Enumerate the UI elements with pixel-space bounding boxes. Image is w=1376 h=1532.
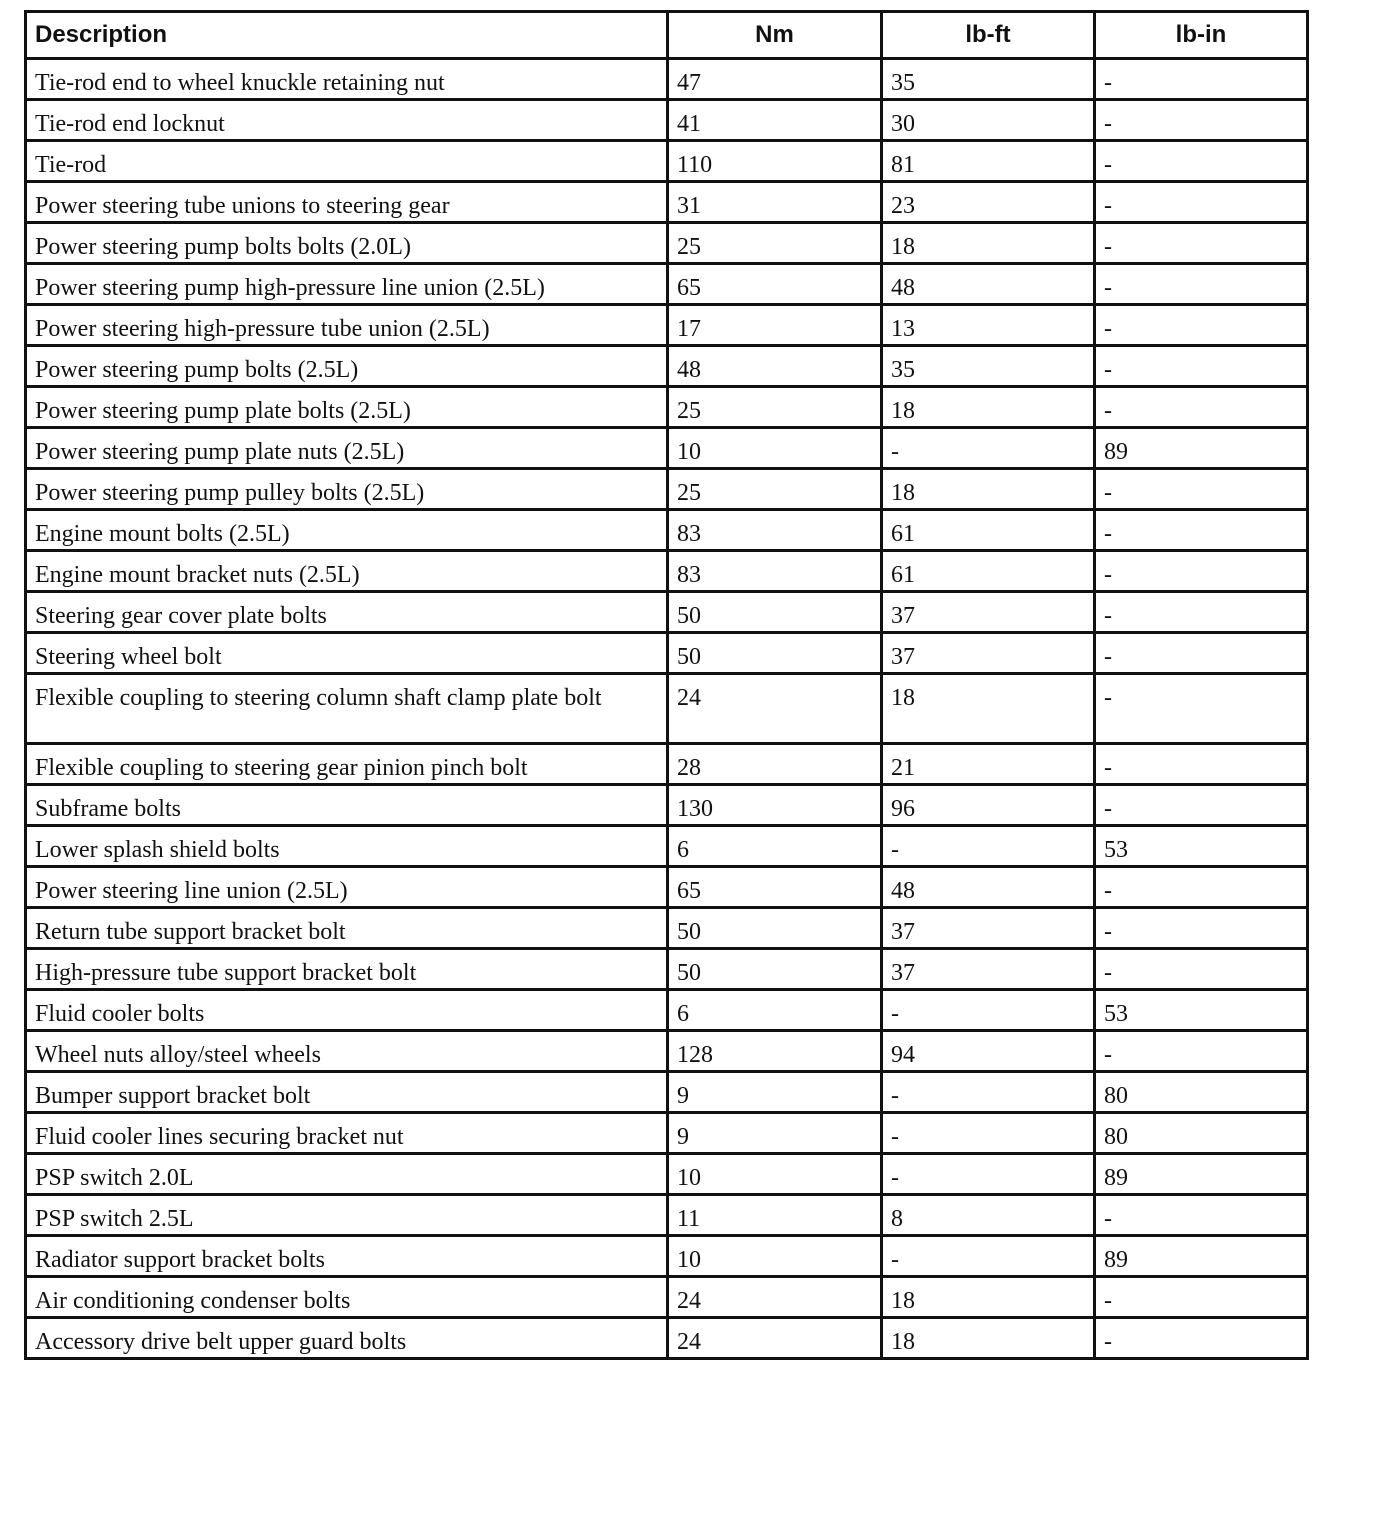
cell-lbft: 37 (882, 592, 1095, 633)
cell-lbft: 18 (882, 223, 1095, 264)
cell-nm: 24 (668, 674, 882, 744)
cell-lbft: 96 (882, 785, 1095, 826)
cell-nm: 10 (668, 1236, 882, 1277)
cell-description: Lower splash shield bolts (26, 826, 668, 867)
cell-description: High-pressure tube support bracket bolt (26, 949, 668, 990)
cell-lbin: - (1095, 785, 1308, 826)
table-row (26, 223, 1308, 264)
cell-lbft: 37 (882, 908, 1095, 949)
cell-lbft: 23 (882, 182, 1095, 223)
cell-description: Flexible coupling to steering column shaft clamp plate bolt (26, 674, 668, 744)
cell-lbin: - (1095, 469, 1308, 510)
cell-lbin: 89 (1095, 1236, 1308, 1277)
table-row (26, 182, 1308, 223)
cell-lbft: 37 (882, 949, 1095, 990)
cell-lbin: 53 (1095, 826, 1308, 867)
cell-lbin: - (1095, 141, 1308, 182)
cell-description: Power steering line union (2.5L) (26, 867, 668, 908)
cell-lbin: - (1095, 305, 1308, 346)
cell-nm: 6 (668, 990, 882, 1031)
table-row (26, 1154, 1308, 1195)
table-row (26, 387, 1308, 428)
cell-lbft: 30 (882, 100, 1095, 141)
header-lbft: lb-ft (882, 12, 1095, 59)
cell-nm: 6 (668, 826, 882, 867)
torque-spec-table (24, 10, 1309, 1360)
cell-lbft: - (882, 1154, 1095, 1195)
cell-lbin: - (1095, 908, 1308, 949)
cell-nm: 83 (668, 551, 882, 592)
table-row (26, 867, 1308, 908)
cell-lbin: 80 (1095, 1072, 1308, 1113)
cell-description: Power steering pump high-pressure line union (2.5L) (26, 264, 668, 305)
cell-lbft: 18 (882, 387, 1095, 428)
cell-description: Power steering pump pulley bolts (2.5L) (26, 469, 668, 510)
cell-nm: 17 (668, 305, 882, 346)
cell-description: Power steering pump plate nuts (2.5L) (26, 428, 668, 469)
cell-nm: 31 (668, 182, 882, 223)
cell-nm: 50 (668, 592, 882, 633)
table-row (26, 1195, 1308, 1236)
cell-lbin: - (1095, 510, 1308, 551)
cell-nm: 11 (668, 1195, 882, 1236)
cell-lbft: 61 (882, 510, 1095, 551)
cell-lbft: 35 (882, 59, 1095, 100)
cell-lbft: - (882, 1236, 1095, 1277)
table-row (26, 1277, 1308, 1318)
table-row (26, 633, 1308, 674)
cell-lbin: - (1095, 100, 1308, 141)
cell-description: Return tube support bracket bolt (26, 908, 668, 949)
cell-lbft: 18 (882, 674, 1095, 744)
cell-lbft: 18 (882, 1318, 1095, 1359)
cell-description: Tie-rod end locknut (26, 100, 668, 141)
cell-description: Steering wheel bolt (26, 633, 668, 674)
table-row (26, 908, 1308, 949)
cell-nm: 9 (668, 1072, 882, 1113)
cell-lbin: - (1095, 387, 1308, 428)
table-row (26, 510, 1308, 551)
cell-description: Flexible coupling to steering gear pinion pinch bolt (26, 744, 668, 785)
cell-lbin: - (1095, 551, 1308, 592)
cell-description: Engine mount bolts (2.5L) (26, 510, 668, 551)
cell-nm: 50 (668, 908, 882, 949)
table-row (26, 949, 1308, 990)
cell-description: Tie-rod end to wheel knuckle retaining nut (26, 59, 668, 100)
cell-lbft: 8 (882, 1195, 1095, 1236)
cell-nm: 50 (668, 633, 882, 674)
cell-lbft: 48 (882, 264, 1095, 305)
cell-lbin: - (1095, 949, 1308, 990)
cell-description: Power steering high-pressure tube union (2.5L) (26, 305, 668, 346)
cell-lbft: - (882, 826, 1095, 867)
cell-description: Steering gear cover plate bolts (26, 592, 668, 633)
cell-lbft: - (882, 428, 1095, 469)
cell-nm: 50 (668, 949, 882, 990)
table-row (26, 264, 1308, 305)
cell-lbin: 89 (1095, 1154, 1308, 1195)
cell-lbft: 81 (882, 141, 1095, 182)
cell-lbin: - (1095, 346, 1308, 387)
cell-description: Power steering pump plate bolts (2.5L) (26, 387, 668, 428)
cell-lbin: - (1095, 182, 1308, 223)
cell-nm: 9 (668, 1113, 882, 1154)
cell-description: Power steering pump bolts (2.5L) (26, 346, 668, 387)
table-row (26, 592, 1308, 633)
table-row (26, 1113, 1308, 1154)
cell-description: Bumper support bracket bolt (26, 1072, 668, 1113)
cell-lbin: 89 (1095, 428, 1308, 469)
cell-lbft: - (882, 1113, 1095, 1154)
cell-description: Radiator support bracket bolts (26, 1236, 668, 1277)
table-row (26, 826, 1308, 867)
cell-lbft: - (882, 990, 1095, 1031)
cell-lbin: - (1095, 592, 1308, 633)
cell-nm: 65 (668, 264, 882, 305)
cell-nm: 10 (668, 428, 882, 469)
cell-lbft: 18 (882, 469, 1095, 510)
cell-lbft: 37 (882, 633, 1095, 674)
cell-nm: 24 (668, 1277, 882, 1318)
cell-nm: 83 (668, 510, 882, 551)
cell-description: PSP switch 2.5L (26, 1195, 668, 1236)
cell-description: Wheel nuts alloy/steel wheels (26, 1031, 668, 1072)
table-row (26, 551, 1308, 592)
cell-lbin: 80 (1095, 1113, 1308, 1154)
cell-lbin: - (1095, 633, 1308, 674)
cell-description: Subframe bolts (26, 785, 668, 826)
cell-nm: 41 (668, 100, 882, 141)
header-description: Description (26, 12, 668, 59)
table-row (26, 59, 1308, 100)
table-row (26, 1072, 1308, 1113)
table-row (26, 346, 1308, 387)
table-row (26, 1236, 1308, 1277)
cell-nm: 65 (668, 867, 882, 908)
cell-nm: 25 (668, 469, 882, 510)
table-header (26, 12, 1308, 59)
cell-description: Tie-rod (26, 141, 668, 182)
cell-lbin: - (1095, 867, 1308, 908)
table-row (26, 1318, 1308, 1359)
table-row (26, 469, 1308, 510)
cell-description: Power steering pump bolts bolts (2.0L) (26, 223, 668, 264)
cell-lbin: - (1095, 264, 1308, 305)
table-row (26, 141, 1308, 182)
table-row (26, 428, 1308, 469)
cell-description: Air conditioning condenser bolts (26, 1277, 668, 1318)
cell-lbin: - (1095, 1195, 1308, 1236)
header-lbin: lb-in (1095, 12, 1308, 59)
table-row (26, 744, 1308, 785)
cell-lbin: - (1095, 1318, 1308, 1359)
cell-nm: 110 (668, 141, 882, 182)
table-row (26, 100, 1308, 141)
cell-lbin: - (1095, 744, 1308, 785)
table-row (26, 785, 1308, 826)
cell-nm: 28 (668, 744, 882, 785)
table-row (26, 990, 1308, 1031)
table-body (26, 59, 1308, 1359)
cell-lbft: - (882, 1072, 1095, 1113)
cell-nm: 48 (668, 346, 882, 387)
cell-nm: 24 (668, 1318, 882, 1359)
cell-lbft: 21 (882, 744, 1095, 785)
header-nm: Nm (668, 12, 882, 59)
cell-lbft: 48 (882, 867, 1095, 908)
cell-lbft: 94 (882, 1031, 1095, 1072)
cell-nm: 47 (668, 59, 882, 100)
cell-description: Fluid cooler lines securing bracket nut (26, 1113, 668, 1154)
table-row (26, 674, 1308, 744)
cell-nm: 25 (668, 223, 882, 264)
cell-description: Fluid cooler bolts (26, 990, 668, 1031)
table-row (26, 305, 1308, 346)
cell-nm: 25 (668, 387, 882, 428)
cell-lbin: 53 (1095, 990, 1308, 1031)
cell-lbin: - (1095, 59, 1308, 100)
header-row (26, 12, 1308, 59)
cell-lbft: 35 (882, 346, 1095, 387)
table-row (26, 1031, 1308, 1072)
cell-description: Engine mount bracket nuts (2.5L) (26, 551, 668, 592)
cell-lbin: - (1095, 223, 1308, 264)
cell-description: Accessory drive belt upper guard bolts (26, 1318, 668, 1359)
cell-lbft: 13 (882, 305, 1095, 346)
cell-lbin: - (1095, 674, 1308, 744)
cell-nm: 128 (668, 1031, 882, 1072)
cell-nm: 130 (668, 785, 882, 826)
cell-lbft: 61 (882, 551, 1095, 592)
cell-lbin: - (1095, 1277, 1308, 1318)
cell-lbin: - (1095, 1031, 1308, 1072)
cell-lbft: 18 (882, 1277, 1095, 1318)
cell-nm: 10 (668, 1154, 882, 1195)
cell-description: PSP switch 2.0L (26, 1154, 668, 1195)
cell-description: Power steering tube unions to steering gear (26, 182, 668, 223)
